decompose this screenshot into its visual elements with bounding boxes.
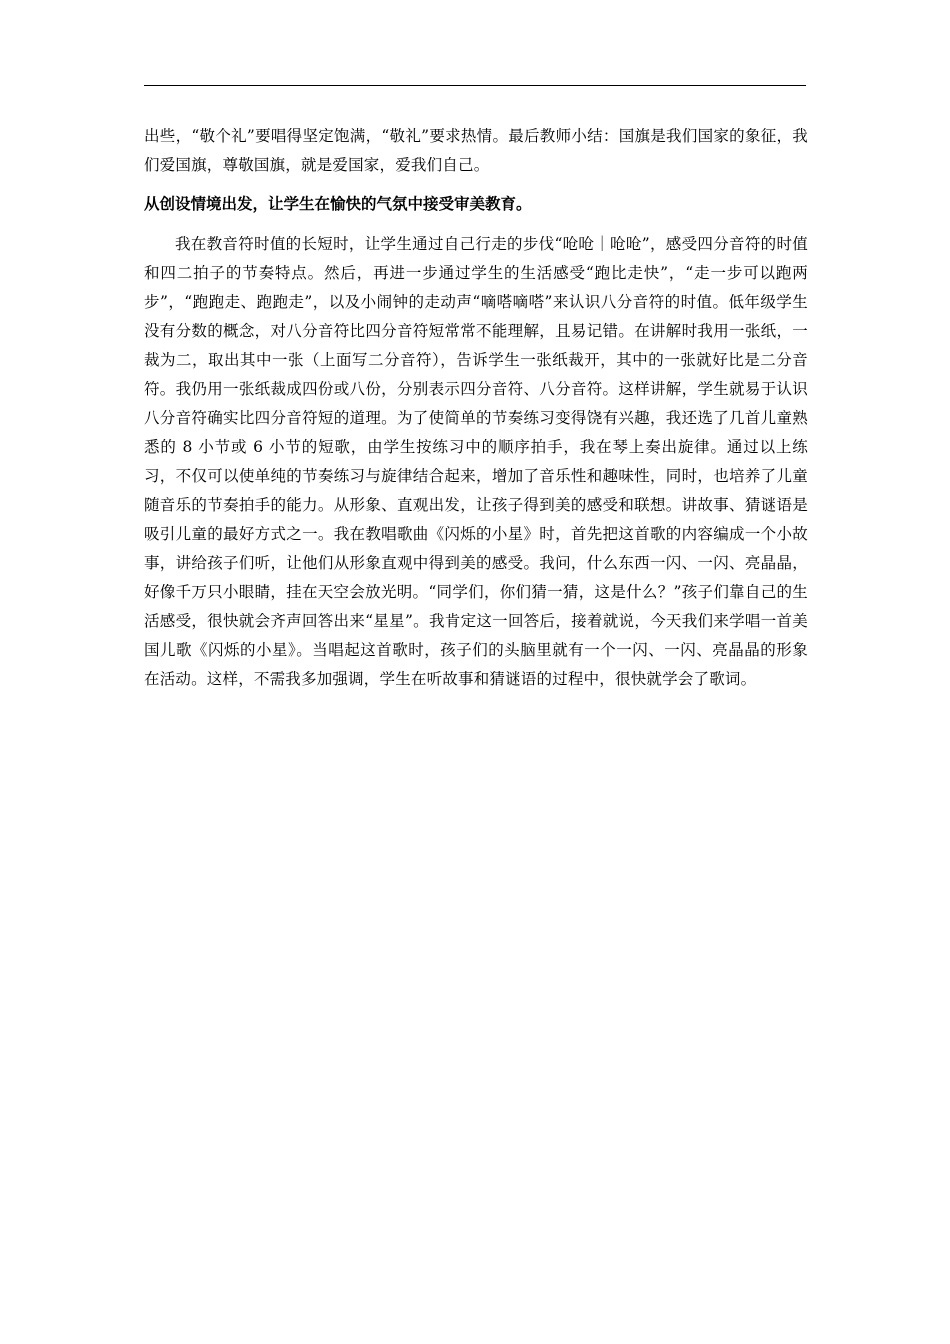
paragraph-continuation: 出些，“敬个礼”要唱得坚定饱满，“敬礼”要求热情。最后教师小结：国旗是我们国家的象征，我们爱国旗，尊敬国旗，就是爱国家，爱我们自己。 [144,127,808,174]
document-body [144,122,808,694]
header-rule [144,85,806,86]
section-heading: 从创设情境出发，让学生在愉快的气氛中接受审美教育。 [144,195,532,213]
paragraph-body: 我在教音符时值的长短时，让学生通过自己行走的步伐“呛呛｜呛呛”，感受四分音符的时值和四二拍子的节奏特点。然后，再进一步通过学生的生活感受“跑比走快”，“走一步可以跑两步”，“跑跑走、跑跑走”，以及小闹钟的走动声“嘀嗒嘀嗒”来认识八分音符的时值。低年级学生没有分数的概念，对八分音符比四分音符短常常不能理解，且易记错。在讲解时我用一张纸，一裁为二，取出其中一张（上面写二分音符），告诉学生一张纸裁开，其中的一张就好比是二分音符。我仍用一张纸裁成四份或八份，分别表示四分音符、八分音符。这样讲解，学生就易于认识八分音符确实比四分音符短的道理。为了使简单的节奏练习变得饶有兴趣，我还选了几首儿童熟悉的 8 小节或 6 小节的短歌，由学生按练习中的顺序拍手，我在琴上奏出旋律。通过以上练习，不仅可以使单纯的节奏练习与旋律结合起来，增加了音乐性和趣味性，同时，也培养了儿童随音乐的节奏拍手的能力。从形象、直观出发，让孩子得到美的感受和联想。讲故事、猜谜语是吸引儿童的最好方式之一。我在教唱歌曲《闪烁的小星》时，首先把这首歌的内容编成一个小故事，讲给孩子们听，让他们从形象直观中得到美的感受。我问，什么东西一闪、一闪、亮晶晶，好像千万只小眼睛，挂在天空会放光明。“同学们，你们猜一猜，这是什么？”孩子们靠自己的生活感受，很快就会齐声回答出来“星星”。我肯定这一回答后，接着就说，今天我们来学唱一首美国儿歌《闪烁的小星》。当唱起这首歌时，孩子们的头脑里就有一个一闪、一闪、亮晶晶的形象在活动。这样，不需我多加强调，学生在听故事和猜谜语的过程中，很快就学会了歌词。 [144,235,808,688]
